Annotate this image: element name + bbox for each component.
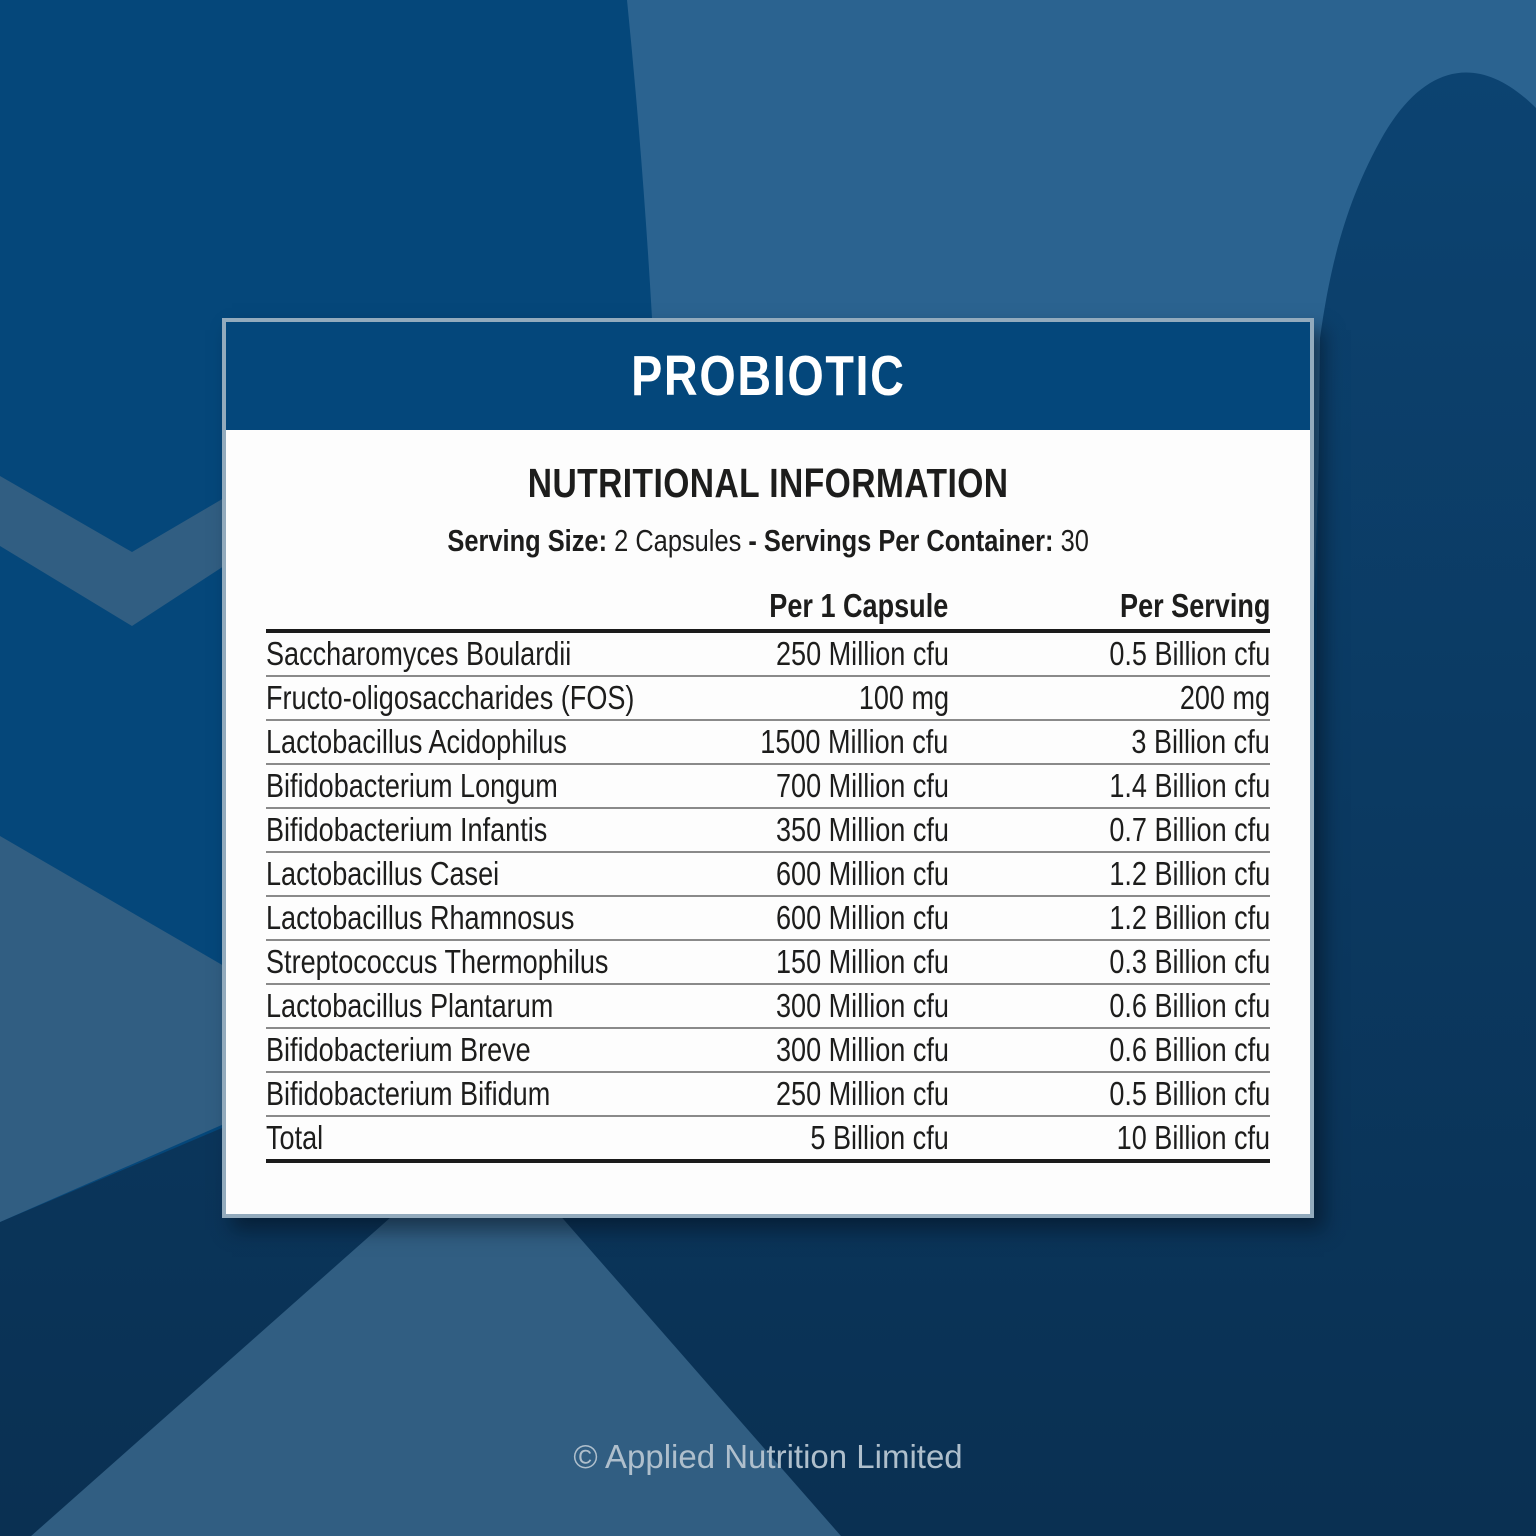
ingredient-name: Bifidobacterium Infantis	[266, 811, 548, 848]
table-row	[266, 676, 1270, 720]
serving-info-text	[447, 523, 1088, 559]
copyright-text: © Applied Nutrition Limited	[573, 1438, 963, 1475]
serving-separator: -	[748, 523, 757, 558]
ingredient-name: Streptococcus Thermophilus	[266, 943, 609, 980]
ingredient-name: Saccharomyces Boulardii	[266, 635, 572, 672]
ingredient-name: Total	[266, 1119, 324, 1156]
per-serving-value: 1.2 Billion cfu	[1109, 899, 1270, 936]
table-row	[266, 764, 1270, 808]
card-header-band	[226, 322, 1310, 430]
column-header-per-capsule: Per 1 Capsule	[688, 583, 949, 631]
per-capsule-value: 700 Million cfu	[775, 767, 949, 804]
per-capsule-value: 150 Million cfu	[775, 943, 949, 980]
ingredient-name: Lactobacillus Rhamnosus	[266, 899, 575, 936]
table-row	[266, 896, 1270, 940]
per-capsule-value: 250 Million cfu	[775, 635, 949, 672]
section-heading	[226, 460, 1310, 507]
table-row	[266, 631, 1270, 676]
nutrition-table-head	[266, 583, 1270, 631]
per-capsule-value: 5 Billion cfu	[810, 1119, 949, 1156]
nutrition-table-body	[266, 631, 1270, 1161]
per-capsule-value: 1500 Million cfu	[760, 723, 949, 760]
per-serving-value: 0.6 Billion cfu	[1109, 1031, 1270, 1068]
serving-info	[226, 523, 1310, 559]
nutrition-label-card	[222, 318, 1314, 1218]
section-heading-text: NUTRITIONAL INFORMATION	[527, 460, 1009, 506]
ingredient-name: Lactobacillus Plantarum	[266, 987, 554, 1024]
servings-per-container-value: 30	[1060, 523, 1089, 558]
ingredient-name: Lactobacillus Acidophilus	[266, 723, 567, 760]
ingredient-name: Bifidobacterium Longum	[266, 767, 558, 804]
per-serving-value: 0.7 Billion cfu	[1109, 811, 1270, 848]
per-capsule-value: 300 Million cfu	[775, 987, 949, 1024]
servings-per-container-label: Servings Per Container:	[763, 523, 1054, 558]
per-capsule-value: 600 Million cfu	[775, 855, 949, 892]
product-title: PROBIOTIC	[630, 344, 906, 408]
ingredient-name: Fructo-oligosaccharides (FOS)	[266, 679, 635, 716]
table-row	[266, 852, 1270, 896]
table-row	[266, 1028, 1270, 1072]
table-row	[266, 808, 1270, 852]
per-serving-value: 10 Billion cfu	[1116, 1119, 1270, 1156]
per-serving-value: 3 Billion cfu	[1131, 723, 1270, 760]
per-capsule-value: 250 Million cfu	[775, 1075, 949, 1112]
per-serving-value: 1.4 Billion cfu	[1109, 767, 1270, 804]
per-capsule-value: 100 mg	[858, 679, 949, 716]
per-serving-value: 200 mg	[1179, 679, 1270, 716]
per-capsule-value: 300 Million cfu	[775, 1031, 949, 1068]
per-serving-value: 0.3 Billion cfu	[1109, 943, 1270, 980]
serving-size-label: Serving Size:	[447, 523, 607, 558]
table-row	[266, 1116, 1270, 1161]
per-serving-value: 0.5 Billion cfu	[1109, 1075, 1270, 1112]
table-row	[266, 984, 1270, 1028]
table-row	[266, 940, 1270, 984]
column-header-substance	[266, 583, 688, 631]
per-serving-value: 1.2 Billion cfu	[1109, 855, 1270, 892]
nutrition-table	[266, 583, 1270, 1163]
ingredient-name: Bifidobacterium Bifidum	[266, 1075, 551, 1112]
table-row	[266, 720, 1270, 764]
column-header-per-serving: Per Serving	[949, 583, 1270, 631]
per-serving-value: 0.5 Billion cfu	[1109, 635, 1270, 672]
per-serving-value: 0.6 Billion cfu	[1109, 987, 1270, 1024]
ingredient-name: Lactobacillus Casei	[266, 855, 500, 892]
ingredient-name: Bifidobacterium Breve	[266, 1031, 531, 1068]
table-row	[266, 1072, 1270, 1116]
header-row	[266, 583, 1270, 631]
per-capsule-value: 350 Million cfu	[775, 811, 949, 848]
serving-size-value: 2 Capsules	[613, 523, 742, 558]
card-body	[226, 460, 1310, 1163]
per-capsule-value: 600 Million cfu	[775, 899, 949, 936]
